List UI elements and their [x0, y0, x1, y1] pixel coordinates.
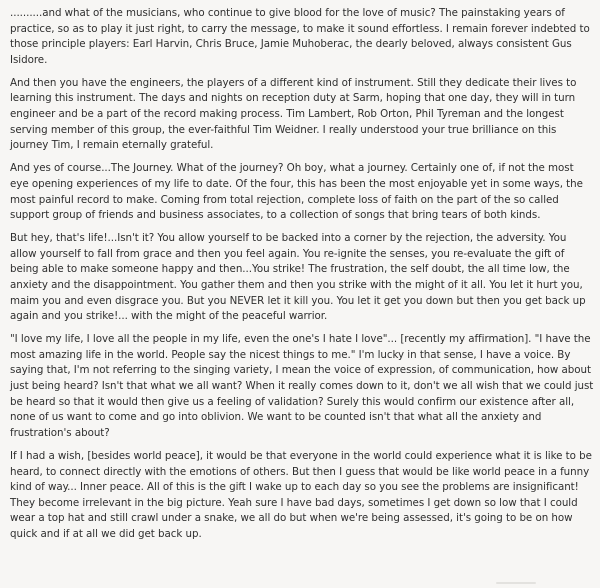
paragraph-musicians: ..........and what of the musicians, who continue to give blood for the love of music? The painstaking years of practice, so as to play it just right, to carry the message, to make it sound effortless. I remain forever indebted to those principle players: Earl Harvin, Chris Bruce, Jamie Muhoberac, the dearly beloved, always consistent Gus Isidore.	[10, 7, 590, 66]
paragraph-engineers: And then you have the engineers, the players of a different kind of instrument. Still they dedicate their lives to learning this instrument. The days and nights on reception duty at Sarm, hoping that one day, they will in turn engineer and be a part of the record making process. Tim Lambert, Rob Orton, Phil Tyreman and the longest serving member of this group, the ever-faithful Tim Weidner. I really understood your true brilliance on this journey Tim, I remain eternally grateful.	[10, 76, 577, 152]
document-body	[10, 6, 594, 543]
paragraph-thats-life: But hey, that's life!...Isn't it? You allow yourself to be backed into a corner by the rejection, the adversity. You allow yourself to fall from grace and then you feel again. You re-ignite the senses, you re-evaluate the gift of being able to make someone happy and then...You strike! The frustration, the self doubt, the all time low, the anxiety and the disappointment. You gather them and then you strike with the might of it all. You let it hurt you, maim you and even disgrace you. But you NEVER let it kill you. You let it get you down but then you get back up again and you strike!... with the might of the peaceful warrior.	[10, 232, 586, 323]
paragraph-if-i-had-a-wish: If I had a wish, [besides world peace], it would be that everyone in the world could experience what it is like to be heard, to connect directly with the emotions of others. But then I guess that would be like world peace in a funny kind of way... Inner peace. All of this is the gift I wake up to each day so you see the problems are insignificant! They become irrelevant in the big picture. Yeah sure I have bad days, sometimes I get down so low that I could wear a top hat and still crawl under a snake, we all do but when we're being assessed, it's going to be on how quick and if at all we did get back up.	[10, 449, 592, 540]
paper-speck	[496, 582, 536, 584]
paragraph-i-love-my-life: "I love my life, I love all the people in my life, even the one's I hate I love"... [recently my affirmation]. "I have the most amazing life in the world. People say the nicest things to me." I'm lucky in that sense, I have a voice. By saying that, I'm not referring to the singing variety, I mean the voice of expression, of communication, how about just being heard? Isn't that what we all want? When it really comes down to it, don't we all wish that we could just be heard so that it would then give us a feeling of validation? Surely this would confirm our existence after all, none of us want to come and go into oblivion. We want to be counted isn't that what all the anxiety and frustration's about?	[10, 333, 594, 439]
paragraph-the-journey: And yes of course...The Journey. What of the journey? Oh boy, what a journey. Certainly one of, if not the most eye opening experiences of my life to date. Of the four, this has been the most enjoyable yet in some ways, the most painful record to make. Coming from total rejection, complete loss of faith on the part of the so called support group of friends and business associates, to a collection of songs that bring tears of both kinds.	[10, 162, 583, 222]
